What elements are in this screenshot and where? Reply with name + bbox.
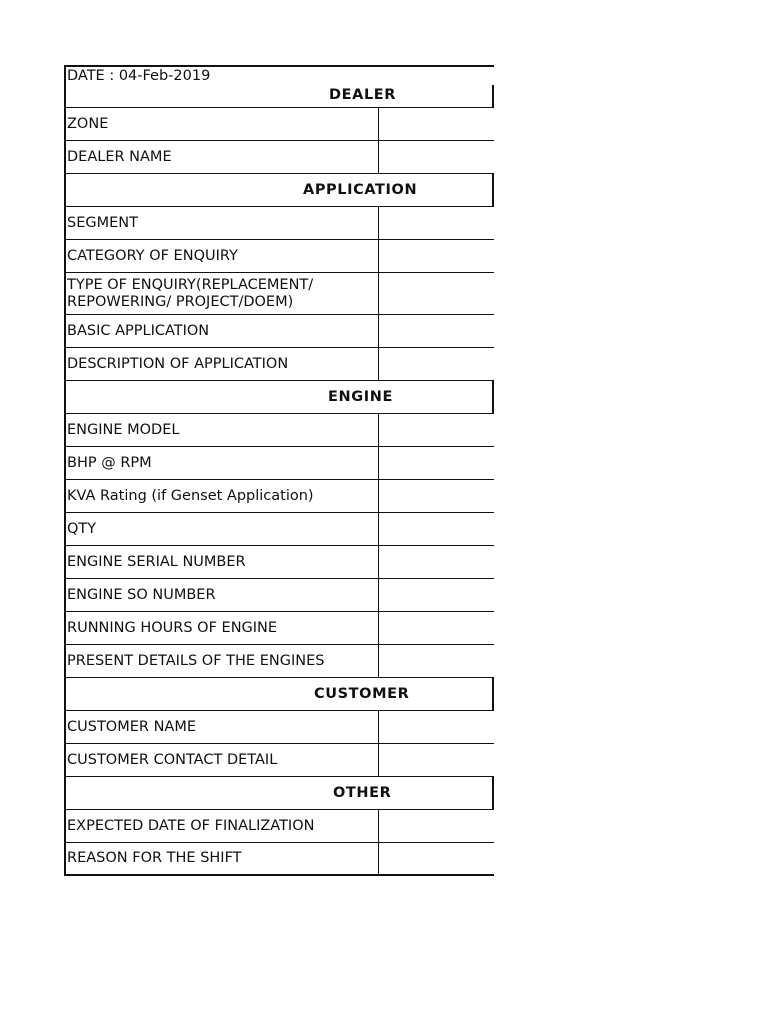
section-title-other: OTHER bbox=[333, 785, 392, 801]
row-label: ENGINE SO NUMBER bbox=[66, 579, 379, 611]
section-header-application bbox=[66, 174, 494, 207]
enquiry-form-sheet bbox=[64, 65, 418, 872]
row-label: CUSTOMER CONTACT DETAIL bbox=[66, 744, 379, 776]
row-value-cell[interactable] bbox=[379, 612, 494, 644]
row-value-cell[interactable] bbox=[379, 207, 494, 239]
row-label: ENGINE MODEL bbox=[66, 414, 379, 446]
section-title-application: APPLICATION bbox=[303, 182, 418, 198]
form-row-qty bbox=[66, 513, 494, 546]
row-label: CATEGORY OF ENQUIRY bbox=[66, 240, 379, 272]
row-value-cell[interactable] bbox=[379, 348, 494, 380]
row-value-cell[interactable] bbox=[379, 711, 494, 743]
form-row-description-of-application bbox=[66, 348, 494, 381]
row-label: EXPECTED DATE OF FINALIZATION bbox=[66, 810, 379, 842]
row-value-cell[interactable] bbox=[379, 579, 494, 611]
section-header-other bbox=[66, 777, 494, 810]
row-label: DEALER NAME bbox=[66, 141, 379, 173]
section-header-engine bbox=[66, 381, 494, 414]
row-value-cell[interactable] bbox=[379, 273, 494, 314]
date-row bbox=[66, 67, 494, 85]
form-row-type-of-enquiry bbox=[66, 273, 494, 315]
row-value-cell[interactable] bbox=[379, 141, 494, 173]
row-label: BHP @ RPM bbox=[66, 447, 379, 479]
form-row-present-details bbox=[66, 645, 494, 678]
row-value-cell[interactable] bbox=[379, 843, 494, 874]
enquiry-form-table bbox=[64, 65, 494, 876]
row-value-cell[interactable] bbox=[379, 546, 494, 578]
form-row-segment bbox=[66, 207, 494, 240]
row-label: KVA Rating (if Genset Application) bbox=[66, 480, 379, 512]
form-row-running-hours bbox=[66, 612, 494, 645]
row-label: SEGMENT bbox=[66, 207, 379, 239]
row-value-cell[interactable] bbox=[379, 480, 494, 512]
row-value-cell[interactable] bbox=[379, 414, 494, 446]
form-row-category bbox=[66, 240, 494, 273]
row-label: BASIC APPLICATION bbox=[66, 315, 379, 347]
section-header-dealer bbox=[66, 85, 494, 108]
form-row-customer-contact bbox=[66, 744, 494, 777]
row-value-cell[interactable] bbox=[379, 447, 494, 479]
row-value-cell[interactable] bbox=[379, 744, 494, 776]
row-label: QTY bbox=[66, 513, 379, 545]
row-label: TYPE OF ENQUIRY(REPLACEMENT/ REPOWERING/ PROJECT/DOEM) bbox=[66, 273, 379, 314]
row-value-cell[interactable] bbox=[379, 645, 494, 677]
form-row-engine-model bbox=[66, 414, 494, 447]
row-value-cell[interactable] bbox=[379, 513, 494, 545]
row-value-cell[interactable] bbox=[379, 108, 494, 140]
form-row-expected-date bbox=[66, 810, 494, 843]
row-label: RUNNING HOURS OF ENGINE bbox=[66, 612, 379, 644]
row-label: CUSTOMER NAME bbox=[66, 711, 379, 743]
row-label: ZONE bbox=[66, 108, 379, 140]
row-label: REASON FOR THE SHIFT bbox=[66, 843, 379, 874]
row-value-cell[interactable] bbox=[379, 810, 494, 842]
section-title-engine: ENGINE bbox=[328, 389, 393, 405]
form-row-customer-name bbox=[66, 711, 494, 744]
form-row-zone bbox=[66, 108, 494, 141]
row-label: DESCRIPTION OF APPLICATION bbox=[66, 348, 379, 380]
date-label: DATE : 04-Feb-2019 bbox=[67, 67, 211, 84]
form-row-basic-application bbox=[66, 315, 494, 348]
section-header-customer bbox=[66, 678, 494, 711]
section-title-customer: CUSTOMER bbox=[314, 686, 410, 702]
form-row-engine-so-number bbox=[66, 579, 494, 612]
row-label: PRESENT DETAILS OF THE ENGINES bbox=[66, 645, 379, 677]
form-row-reason-for-shift bbox=[66, 843, 494, 876]
section-title-dealer: DEALER bbox=[329, 87, 397, 103]
form-row-kva-rating bbox=[66, 480, 494, 513]
form-row-bhp-rpm bbox=[66, 447, 494, 480]
form-row-engine-serial-number bbox=[66, 546, 494, 579]
row-value-cell[interactable] bbox=[379, 240, 494, 272]
row-value-cell[interactable] bbox=[379, 315, 494, 347]
form-row-dealer-name bbox=[66, 141, 494, 174]
row-label: ENGINE SERIAL NUMBER bbox=[66, 546, 379, 578]
